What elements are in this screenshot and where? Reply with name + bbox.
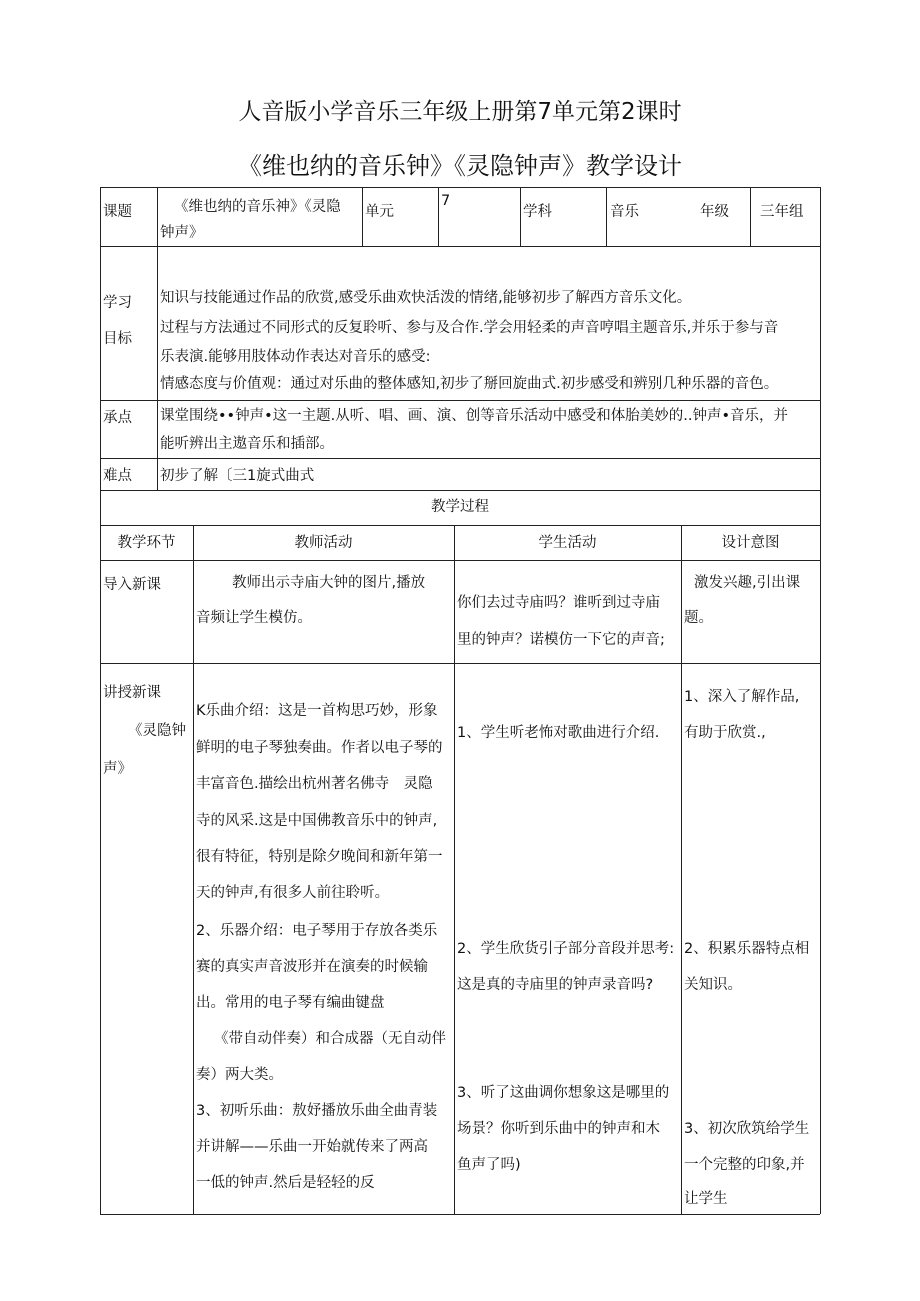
header-teacher: 教师活动	[294, 535, 353, 551]
lesson-label: 课题	[103, 204, 132, 220]
teach-student-step3-line: 鱼声了吗)	[457, 1157, 521, 1173]
table-rule	[454, 525, 455, 1214]
teach-teacher-line: 奏）两大类。	[196, 1067, 283, 1083]
intro-stage: 导入新课	[103, 577, 161, 593]
document-title: 人音版小学音乐三年级上册第7单元第2课时	[238, 99, 682, 125]
table-rule	[100, 663, 820, 664]
teach-teacher-line: 鲜明的电子琴独奏曲。作者以电子琴的	[196, 740, 443, 756]
goals-line: 情感态度与价值观：通过对乐曲的整体感知,初步了掰回旋曲式.初步感受和辨别几种乐器的音色。	[160, 376, 779, 392]
teach-teacher-line: 出。常用的电子琴有编曲键盘	[196, 995, 385, 1011]
teach-teacher-line: 3、初听乐曲：敖妤播放乐曲全曲青装	[196, 1103, 438, 1119]
goals-line: 知识与技能通过作品的欣赏,感受乐曲欢快活泼的情绪,能够初步了解西方音乐文化。	[160, 290, 692, 306]
teach-stage-line: 《灵隐钟	[128, 723, 186, 739]
teach-teacher-line: 丰富音色.描绘出杭州著名佛寺 灵隐	[196, 776, 433, 792]
teach-student-step3-line: 场景？你听到乐曲中的钟声和木	[457, 1121, 660, 1137]
table-rule	[606, 187, 607, 246]
process-title: 教学过程	[431, 499, 489, 515]
table-rule	[100, 187, 820, 188]
table-rule	[820, 187, 821, 1214]
table-rule	[157, 187, 158, 246]
teach-teacher-line: 很有特征，特别是除夕晚间和新年第一	[196, 849, 443, 865]
lesson-value-line1: 《维也纳的音乐神》《灵隐	[174, 199, 341, 215]
goals-line: 乐表演.能够用肢体动作表达对音乐的感受:	[160, 349, 431, 365]
header-student: 学生活动	[538, 535, 597, 551]
table-rule	[750, 187, 751, 246]
document-subtitle: 《维也纳的音乐钟》《灵隐钟声》教学设计	[238, 152, 682, 180]
intro-intent-line: 激发兴趣,引出课	[694, 575, 801, 591]
intro-student-line: 里的钟声？诺模仿一下它的声音;	[457, 632, 665, 648]
intro-teacher-line: 教师出示寺庙大钟的图片,播放	[232, 575, 426, 591]
teach-teacher-line: 赛的真实声音波形并在演奏的时候输	[196, 959, 428, 975]
teach-student-step1: 1、学生听老怖对歌曲进行介绍.	[457, 725, 660, 741]
teach-intent-3-line: 让学生	[684, 1191, 728, 1207]
intro-teacher-line: 音频让学生模仿。	[196, 610, 312, 626]
unit-value: 7	[441, 193, 451, 209]
teach-stage-line: 讲授新课	[103, 685, 161, 701]
table-rule	[362, 187, 363, 246]
table-rule	[681, 525, 682, 1214]
teach-student-step3-line: 3、听了这曲调你想象这是哪里的	[457, 1085, 670, 1101]
intro-intent-line: 题。	[684, 610, 713, 626]
table-rule	[100, 246, 820, 247]
table-rule	[520, 187, 521, 246]
teach-intent-3-line: 3、初次欣筑给学生	[684, 1121, 810, 1137]
teach-teacher-line: 天的钟声,有很多人前往聆听。	[196, 885, 390, 901]
goals-label-line1: 学习	[103, 295, 132, 311]
difficulty-label: 难点	[103, 468, 132, 484]
teach-student-step2-line: 2、学生欣货引子部分音段并思考:	[457, 941, 675, 957]
header-stage: 教学环节	[117, 535, 176, 551]
goals-label-line2: 目标	[103, 331, 132, 347]
subject-label: 学科	[523, 204, 552, 220]
table-rule	[100, 560, 820, 561]
teach-intent-2-line: 关知识。	[684, 977, 742, 993]
teach-teacher-line: 一低的钟声.然后是轻轻的反	[196, 1175, 375, 1191]
grade-label: 年级	[700, 204, 729, 220]
teach-intent-1-line: 有助于欣赏.,	[684, 725, 766, 741]
table-rule	[193, 525, 194, 1214]
teach-teacher-line: 2、乐器介绍：电子琴用于存放各类乐	[196, 923, 438, 939]
lesson-value-line2: 钟声》	[160, 225, 204, 241]
teach-teacher-line: 《带自动伴奏）和合成器（无自动伴	[214, 1031, 446, 1047]
key-point-line: 课堂围绕••钟声•这一主题.从听、唱、画、演、创等音乐活动中感受和体胎美妙的..钟声•音乐，并	[160, 408, 789, 424]
teach-intent-2-line: 2、积累乐器特点相	[684, 941, 810, 957]
subject-value: 音乐	[610, 204, 639, 220]
teach-teacher-line: K乐曲介绍：这是一首构思巧妙，形象	[196, 703, 438, 719]
intro-student-line: 你们去过寺庙吗？谁听到过寺庙	[457, 595, 660, 611]
key-point-line: 能听辨出主遨音乐和插部。	[160, 436, 334, 452]
table-rule	[100, 1214, 820, 1215]
teach-stage-line: 声》	[103, 761, 132, 777]
grade-value: 三年组	[760, 204, 804, 220]
table-rule	[100, 525, 820, 526]
unit-label: 单元	[365, 204, 394, 220]
header-intent: 设计意图	[721, 535, 780, 551]
teach-student-step2-line: 这是真的寺庙里的钟声录音吗?	[457, 977, 654, 993]
teach-teacher-line: 并讲解——乐曲一开始就传来了两高	[196, 1139, 428, 1155]
difficulty-value: 初步了解〔三1旋式曲式	[160, 468, 315, 484]
goals-line: 过程与方法通过不同形式的反复聆听、参与及合作.学会用轻柔的声音哼唱主题音乐,并乐于参与音	[160, 320, 779, 336]
teach-teacher-line: 寺的风采.这是中国佛教音乐中的钟声,	[196, 813, 438, 829]
table-rule	[438, 187, 439, 246]
table-rule	[100, 187, 101, 1214]
teach-intent-3-line: 一个完整的印象,并	[684, 1157, 805, 1173]
table-rule	[157, 246, 158, 490]
key-point-label: 承点	[103, 410, 132, 426]
teach-intent-1-line: 1、深入了解作品,	[684, 689, 800, 705]
